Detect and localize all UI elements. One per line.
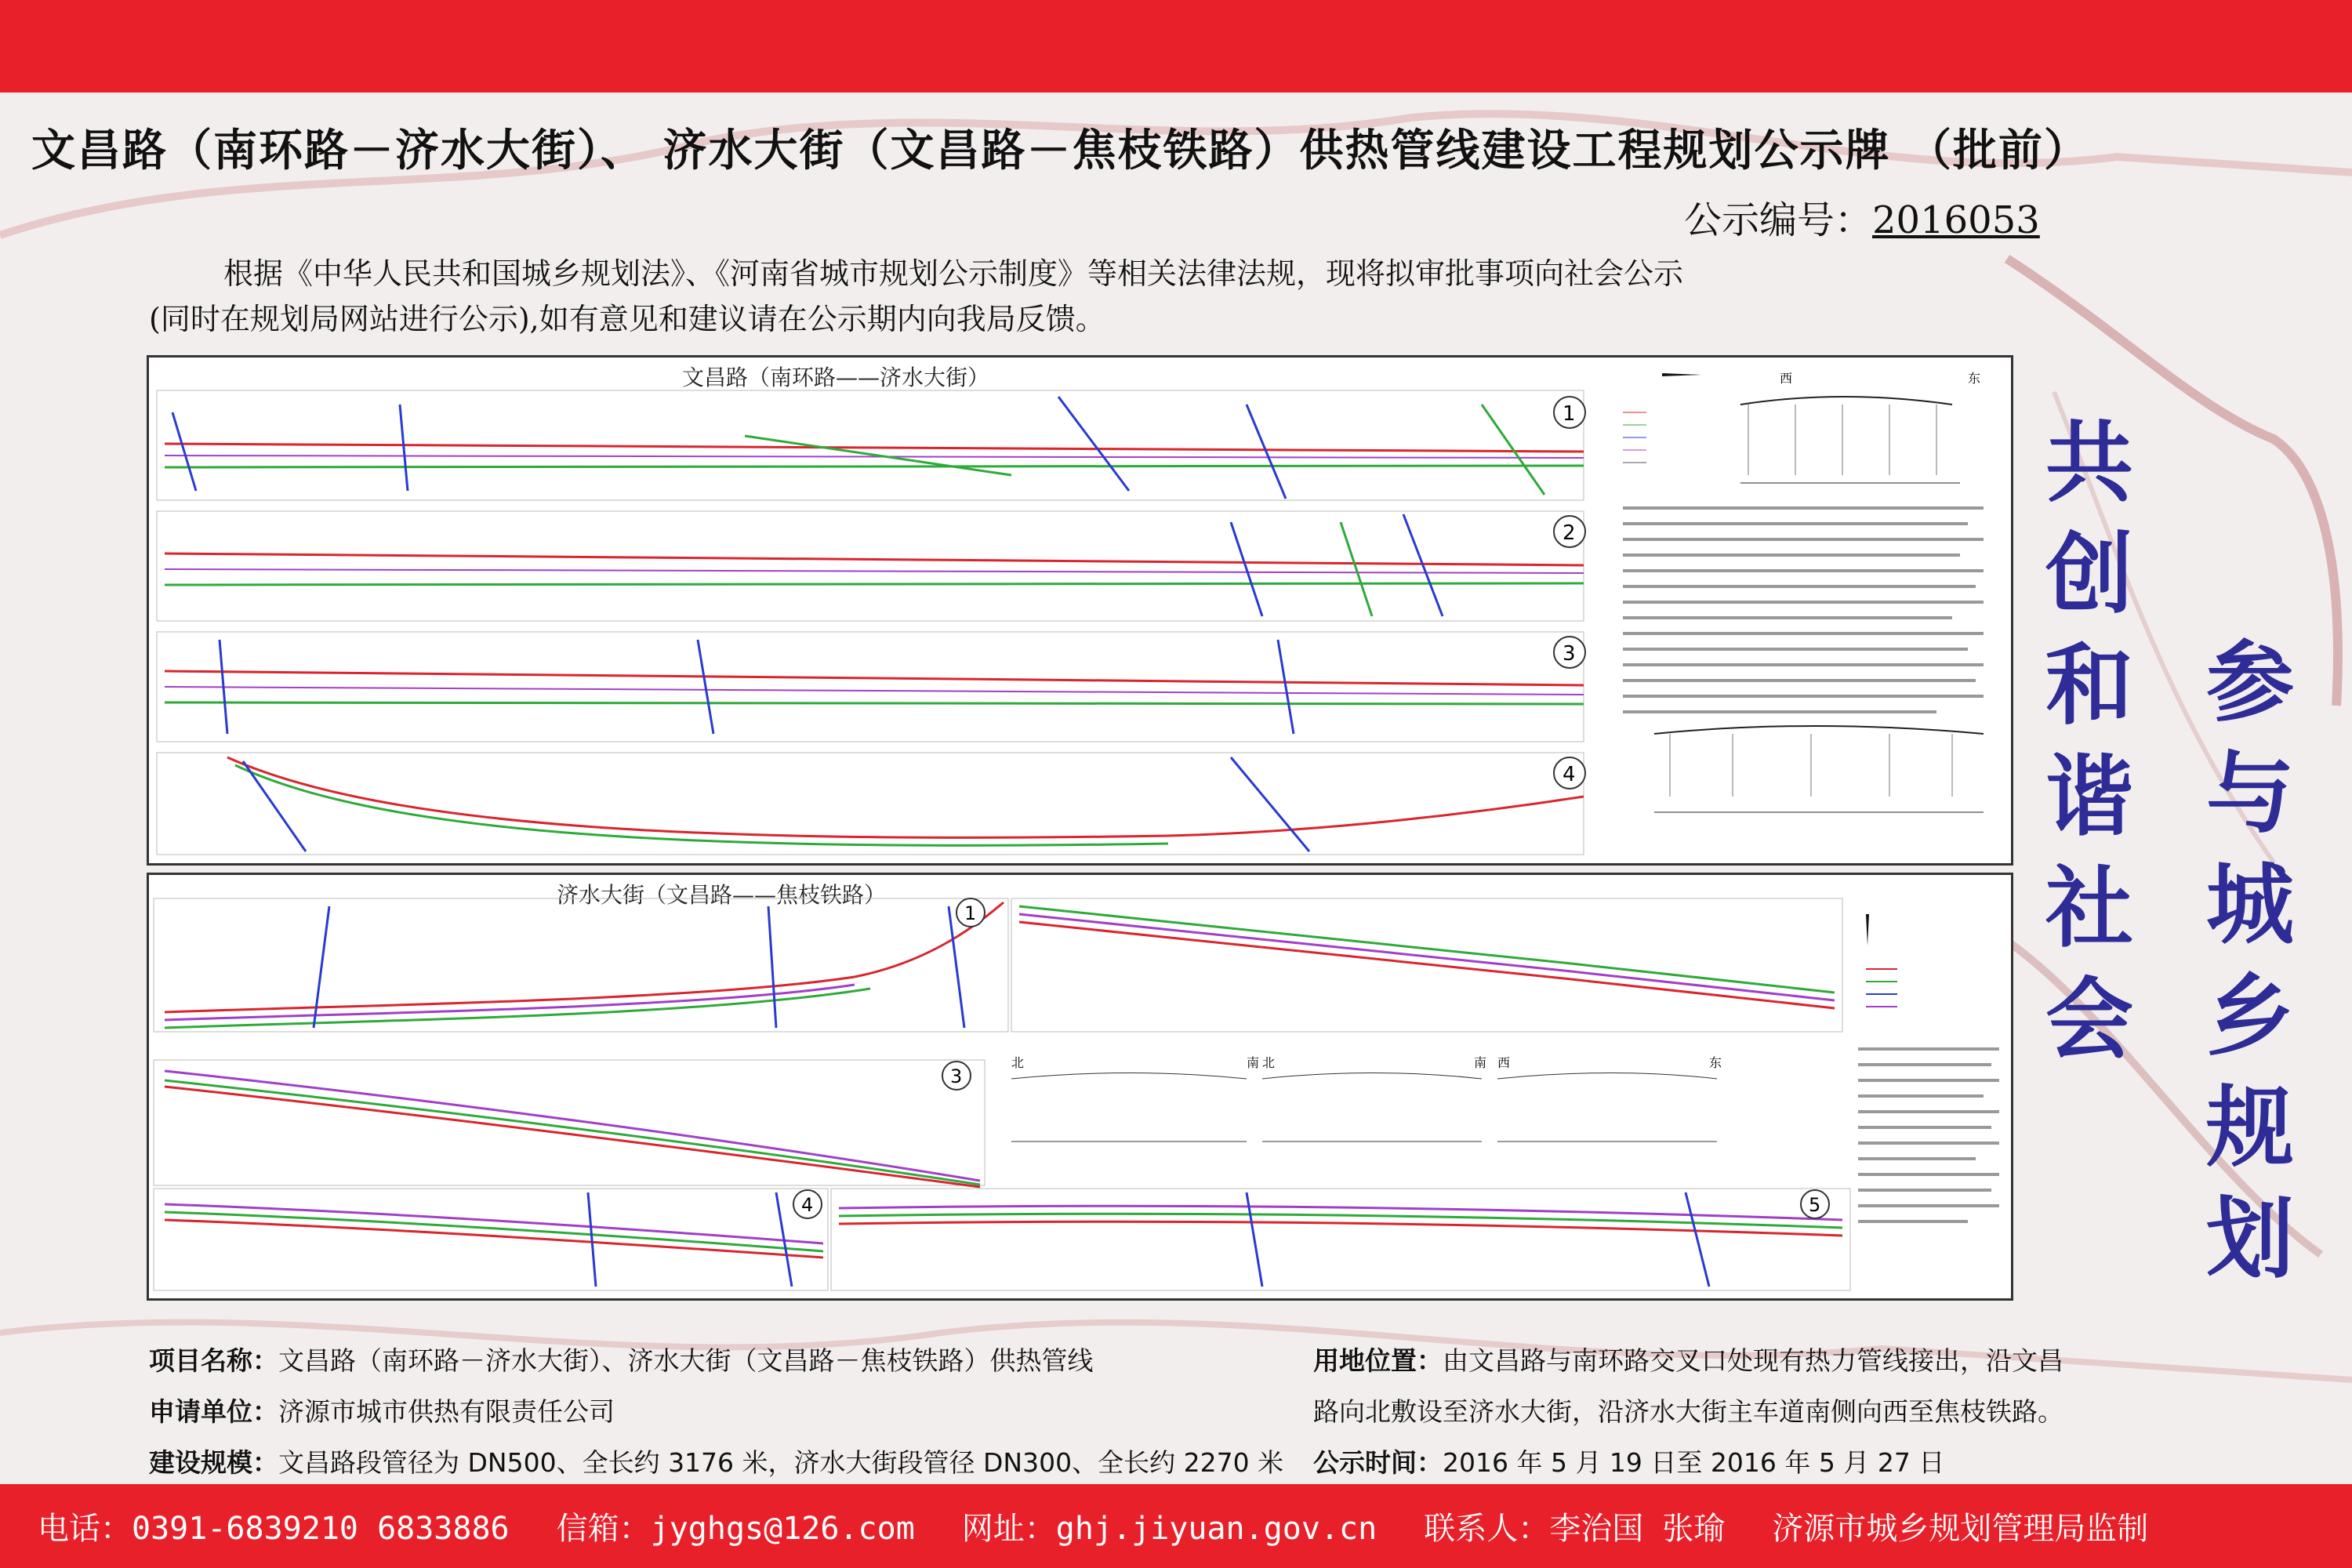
land-location-value-1: 由文昌路与南环路交叉口处现有热力管线接出，沿文昌 bbox=[1443, 1345, 2063, 1376]
construction-scale-value: 文昌路段管径为 DN500、全长约 3176 米，济水大街段管径 DN300、全长约 2270 米 bbox=[278, 1447, 1284, 1478]
panel2-map-3-number: 3 bbox=[950, 1065, 963, 1087]
panel2-section-1-north: 北 bbox=[1011, 1055, 1025, 1070]
notice-number bbox=[1684, 190, 2040, 244]
intro-line-1: 根据《中华人民共和国城乡规划法》、《河南省城市规划公示制度》等相关法律法规，现将拟审批事项向社会公示 bbox=[223, 256, 1684, 291]
panel2-section-2-south: 南 bbox=[1474, 1055, 1487, 1070]
panel2-map-5-number: 5 bbox=[1809, 1194, 1821, 1216]
intro-paragraph bbox=[149, 251, 2046, 342]
land-location-continued bbox=[1313, 1392, 2063, 1428]
panel1-title: 文昌路（南环路——济水大街） bbox=[682, 365, 990, 390]
panel2-map-4-number: 4 bbox=[801, 1194, 814, 1216]
panel2-section-3-east: 东 bbox=[1709, 1055, 1722, 1070]
footer-phone: 电话：0391-6839210 6833886 bbox=[38, 1511, 510, 1547]
panel1-section-west: 西 bbox=[1780, 371, 1793, 386]
slogan-left: 共创和谐社会 bbox=[2045, 412, 2133, 1071]
footer-website: 网址：ghj.jiyuan.gov.cn bbox=[961, 1511, 1377, 1547]
notice-period bbox=[1313, 1443, 1944, 1479]
project-name-label: 项目名称： bbox=[149, 1345, 278, 1376]
intro-line-2: (同时在规划局网站进行公示),如有意见和建议请在公示期内向我局反馈。 bbox=[149, 302, 1105, 336]
footer-supervisor: 济源市城乡规划管理局监制 bbox=[1772, 1511, 2149, 1547]
footer-banner bbox=[0, 1484, 2352, 1568]
wenchang-road-plan-panel bbox=[147, 355, 2013, 866]
land-location-label: 用地位置： bbox=[1313, 1345, 1443, 1376]
wenchang-road-map bbox=[149, 358, 1592, 859]
wenchang-cross-section bbox=[1607, 358, 1999, 859]
notice-number-label: 公示编号： bbox=[1684, 198, 1873, 242]
panel1-strip-3-number: 3 bbox=[1563, 642, 1576, 666]
construction-scale bbox=[149, 1443, 1283, 1479]
panel1-strip-4-number: 4 bbox=[1563, 763, 1576, 786]
panel2-section-1-south: 南 bbox=[1247, 1055, 1260, 1070]
north-arrow-icon bbox=[1866, 914, 1869, 946]
top-banner bbox=[0, 0, 2352, 93]
applicant-value: 济源市城市供热有限责任公司 bbox=[278, 1396, 615, 1427]
notice-number-value: 2016053 bbox=[1872, 198, 2040, 242]
page-title: 文昌路（南环路－济水大街）、 济水大街（文昌路－焦枝铁路）供热管线建设工程规划公示牌 （批前） bbox=[31, 125, 2089, 176]
applicant bbox=[149, 1392, 615, 1428]
applicant-label: 申请单位： bbox=[149, 1396, 278, 1427]
project-name bbox=[149, 1341, 1094, 1377]
footer-contact: 联系人：李治国 张瑜 bbox=[1424, 1511, 1726, 1547]
land-location bbox=[1313, 1341, 2063, 1377]
panel2-map-1-number: 1 bbox=[964, 902, 977, 924]
project-name-value: 文昌路（南环路－济水大街）、济水大街（文昌路－焦枝铁路）供热管线 bbox=[278, 1345, 1094, 1376]
panel2-section-2-north: 北 bbox=[1262, 1055, 1276, 1070]
panel2-section-3-west: 西 bbox=[1497, 1055, 1511, 1070]
construction-scale-label: 建设规模： bbox=[149, 1447, 278, 1478]
jishui-street-plan-panel bbox=[147, 873, 2013, 1301]
panel1-section-east: 东 bbox=[1968, 371, 1981, 386]
north-arrow-icon bbox=[1662, 373, 1701, 376]
notice-period-value: 2016 年 5 月 19 日至 2016 年 5 月 27 日 bbox=[1443, 1447, 1945, 1478]
slogan-right: 参与城乡规划 bbox=[2206, 631, 2294, 1290]
jishui-street-map bbox=[149, 875, 2007, 1294]
land-location-value-2: 路向北敷设至济水大街，沿济水大街主车道南侧向西至焦枝铁路。 bbox=[1313, 1396, 2063, 1427]
notice-period-label: 公示时间： bbox=[1313, 1447, 1443, 1478]
footer-mailbox: 信箱：jyghgs@126.com bbox=[556, 1511, 915, 1547]
panel2-title: 济水大街（文昌路——焦枝铁路） bbox=[557, 882, 887, 908]
panel1-strip-2-number: 2 bbox=[1563, 521, 1576, 545]
panel1-strip-1-number: 1 bbox=[1563, 402, 1576, 426]
